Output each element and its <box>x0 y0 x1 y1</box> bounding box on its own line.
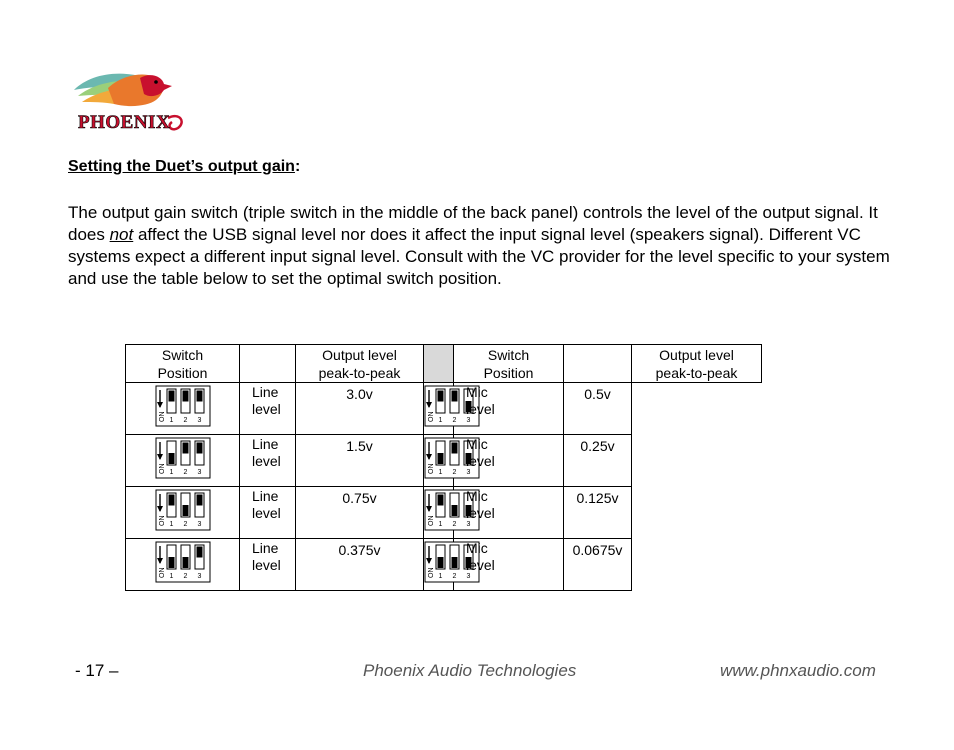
heading-title: Setting the Duet’s output gain <box>68 158 295 175</box>
dip-switch-icon <box>155 541 211 583</box>
level-type-cell: Line level <box>240 435 296 487</box>
header-level-left <box>240 345 296 383</box>
svg-text:ON: ON <box>428 463 435 474</box>
output-level-value: 0.5v <box>564 383 632 435</box>
page-number: - 17 – <box>75 661 119 680</box>
svg-text:2: 2 <box>183 573 187 580</box>
switch-position-cell <box>126 487 240 539</box>
output-level-value: 0.25v <box>564 435 632 487</box>
table-row <box>126 539 762 591</box>
switch-position-cell <box>424 435 471 487</box>
description-paragraph: The output gain switch (triple switch in the middle of the back panel) controls the level of the output signal. It does not affect the USB signal level nor does it affect the input signal level (speakers signal). Different VC systems expect a different input signal level. Consult with the VC provider for the level specific to your system and use the table below to set the optimal switch position. <box>68 203 890 288</box>
switch-position-cell <box>126 383 240 435</box>
svg-text:ON: ON <box>428 411 435 422</box>
level-type-cell: Mic level <box>454 383 564 435</box>
level-type-cell: Mic level <box>454 539 564 591</box>
output-level-value: 3.0v <box>296 383 424 435</box>
table-row <box>126 435 762 487</box>
dip-switch-icon <box>155 385 211 427</box>
svg-text:2: 2 <box>183 469 187 476</box>
header-switch-position-left: Switch Position <box>126 345 240 383</box>
output-gain-table <box>125 344 762 591</box>
svg-text:1: 1 <box>438 469 443 476</box>
switch-position-cell <box>126 539 240 591</box>
output-level-value: 1.5v <box>296 435 424 487</box>
emphasis-not: not <box>109 225 134 244</box>
dip-switch-icon <box>155 437 211 479</box>
svg-text:2: 2 <box>452 469 457 476</box>
svg-text:ON: ON <box>428 567 435 578</box>
table-row <box>126 383 762 435</box>
svg-text:1: 1 <box>438 417 443 424</box>
svg-text:1: 1 <box>169 521 173 528</box>
switch-position-cell <box>126 435 240 487</box>
level-type-cell: Mic level <box>454 435 564 487</box>
svg-text:1: 1 <box>438 573 443 580</box>
svg-text:2: 2 <box>183 417 187 424</box>
svg-text:ON: ON <box>428 515 435 526</box>
svg-text:1: 1 <box>438 521 443 528</box>
footer-company: Phoenix Audio Technologies <box>363 661 577 680</box>
level-type-cell: Line level <box>240 487 296 539</box>
svg-text:ON: ON <box>158 463 166 474</box>
svg-text:3: 3 <box>466 417 471 424</box>
svg-text:2: 2 <box>452 573 457 580</box>
svg-text:ON: ON <box>158 411 166 422</box>
logo-wordmark: PHOENIX <box>78 112 171 133</box>
svg-text:ON: ON <box>158 567 166 578</box>
switch-position-cell <box>424 487 471 539</box>
svg-text:2: 2 <box>452 521 457 528</box>
footer-url: www.phnxaudio.com <box>720 661 876 680</box>
output-level-value: 0.375v <box>296 539 424 591</box>
phoenix-logo <box>68 68 188 134</box>
level-type-cell: Mic level <box>454 487 564 539</box>
svg-text:3: 3 <box>197 469 201 476</box>
header-output-level-left: Output level peak-to-peak <box>296 345 424 383</box>
svg-text:3: 3 <box>197 417 201 424</box>
svg-text:3: 3 <box>466 469 471 476</box>
svg-text:1: 1 <box>169 469 173 476</box>
section-heading: Setting the Duet’s output gain: <box>68 158 301 175</box>
level-type-cell: Line level <box>240 383 296 435</box>
svg-text:ON: ON <box>158 515 166 526</box>
switch-position-cell <box>424 539 471 591</box>
svg-text:2: 2 <box>452 417 457 424</box>
header-output-level-right: Output level peak-to-peak <box>632 345 762 383</box>
svg-text:3: 3 <box>197 521 201 528</box>
table-row <box>126 487 762 539</box>
svg-text:3: 3 <box>466 573 471 580</box>
svg-text:1: 1 <box>169 573 173 580</box>
switch-position-cell <box>424 383 471 435</box>
output-level-value: 0.125v <box>564 487 632 539</box>
output-level-value: 0.75v <box>296 487 424 539</box>
table-header-row <box>126 345 762 383</box>
table-separator <box>424 345 454 383</box>
header-level-right <box>564 345 632 383</box>
header-switch-position-right: Switch Position <box>454 345 564 383</box>
output-level-value: 0.0675v <box>564 539 632 591</box>
svg-text:1: 1 <box>169 417 173 424</box>
level-type-cell: Line level <box>240 539 296 591</box>
dip-switch-icon <box>155 489 211 531</box>
svg-text:3: 3 <box>466 521 471 528</box>
svg-text:3: 3 <box>197 573 201 580</box>
svg-text:2: 2 <box>183 521 187 528</box>
